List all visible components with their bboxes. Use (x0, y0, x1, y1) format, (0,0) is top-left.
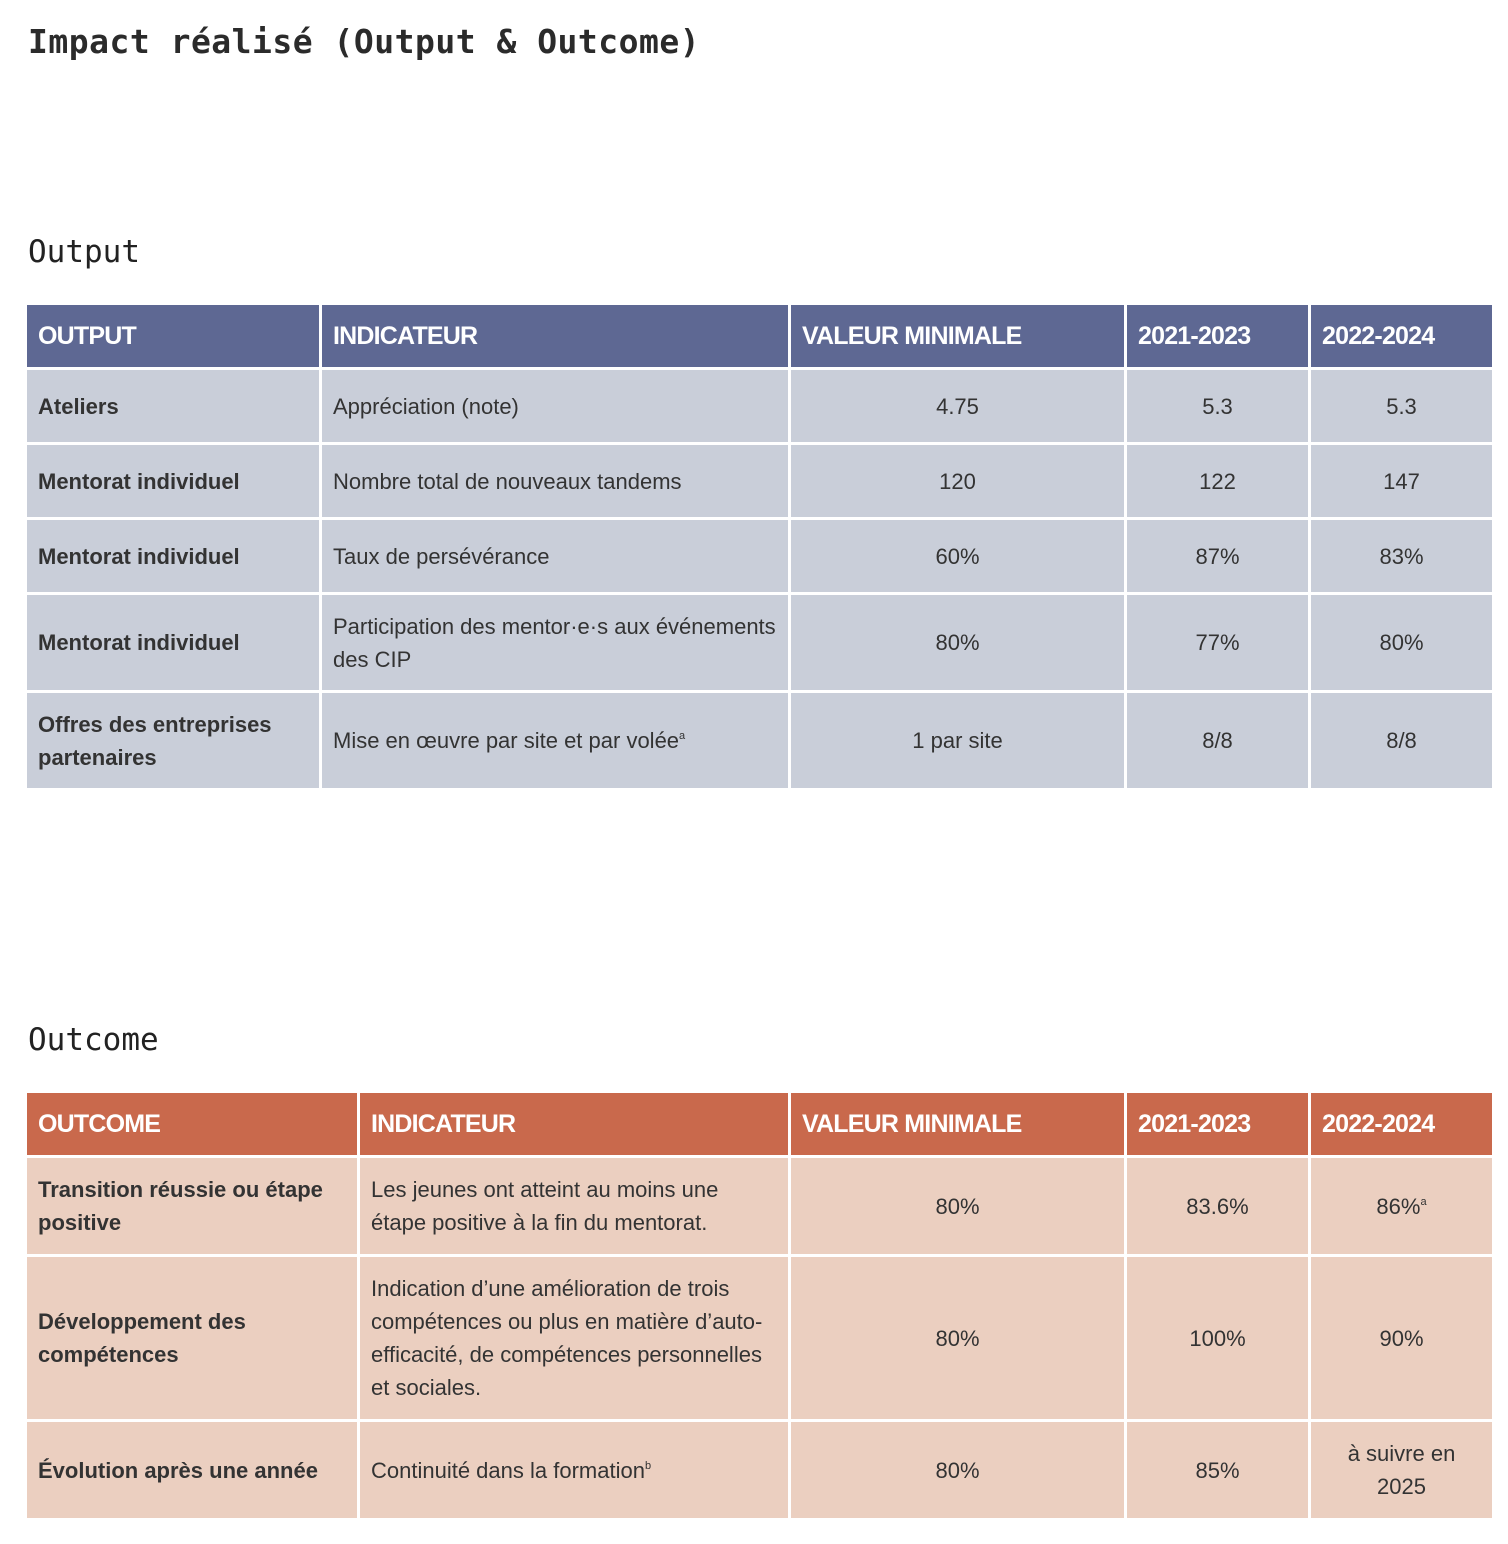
table-header-row (27, 305, 1492, 367)
table-row (27, 370, 1492, 442)
value-2022-2024-cell: 8/8 (1311, 693, 1492, 788)
indicator-cell: Indication d’une amélioration de trois compétences ou plus en matière d’auto-efficacité, de compétences personnelles et sociales. (360, 1257, 788, 1419)
min-value-cell: 60% (791, 520, 1124, 592)
output-cell: Offres des entreprises partenaires (27, 693, 319, 788)
output-table (24, 302, 1495, 791)
footnote-marker: a (679, 730, 686, 742)
column-header-indicator: INDICATEUR (360, 1093, 788, 1155)
column-header-output: OUTPUT (27, 305, 319, 367)
min-value-cell: 4.75 (791, 370, 1124, 442)
value-2021-2023-cell: 8/8 (1127, 693, 1308, 788)
value-text: 86% (1376, 1193, 1421, 1219)
table-row (27, 1158, 1492, 1254)
min-value-cell: 1 par site (791, 693, 1124, 788)
output-cell: Mentorat individuel (27, 445, 319, 517)
outcome-table (24, 1090, 1495, 1521)
value-2022-2024-cell: 5.3 (1311, 370, 1492, 442)
value-2021-2023-cell: 83.6% (1127, 1158, 1308, 1254)
value-2022-2024-cell: 147 (1311, 445, 1492, 517)
min-value-cell: 80% (791, 1257, 1124, 1419)
column-header-2022-2024: 2022-2024 (1311, 305, 1492, 367)
table-row (27, 595, 1492, 690)
column-header-min-value: VALEUR MINIMALE (791, 305, 1124, 367)
value-2022-2024-cell: 83% (1311, 520, 1492, 592)
indicator-cell: Nombre total de nouveaux tandems (322, 445, 788, 517)
value-2021-2023-cell: 100% (1127, 1257, 1308, 1419)
indicator-cell: Taux de persévérance (322, 520, 788, 592)
value-2022-2024-cell: à suivre en 2025 (1311, 1422, 1492, 1518)
min-value-cell: 80% (791, 595, 1124, 690)
indicator-cell: Les jeunes ont atteint au moins une étape positive à la fin du mentorat. (360, 1158, 788, 1254)
table-header-row (27, 1093, 1492, 1155)
value-2021-2023-cell: 87% (1127, 520, 1308, 592)
value-2021-2023-cell: 77% (1127, 595, 1308, 690)
page-title: Impact réalisé (Output & Outcome) (28, 22, 701, 61)
value-2021-2023-cell: 5.3 (1127, 370, 1308, 442)
footnote-marker: b (644, 1459, 652, 1472)
min-value-cell: 80% (791, 1158, 1124, 1254)
indicator-cell: Appréciation (note) (322, 370, 788, 442)
outcome-cell: Transition réussie ou étape positive (27, 1158, 357, 1254)
output-section-title: Output (28, 234, 140, 270)
column-header-outcome: OUTCOME (27, 1093, 357, 1155)
indicator-text: Continuité dans la formation (371, 1457, 645, 1483)
table-row (27, 1257, 1492, 1419)
column-header-min-value: VALEUR MINIMALE (791, 1093, 1124, 1155)
min-value-cell: 80% (791, 1422, 1124, 1518)
column-header-2021-2023: 2021-2023 (1127, 1093, 1308, 1155)
table-row (27, 445, 1492, 517)
value-2021-2023-cell: 122 (1127, 445, 1308, 517)
output-cell: Mentorat individuel (27, 595, 319, 690)
value-2022-2024-cell: 90% (1311, 1257, 1492, 1419)
output-cell: Mentorat individuel (27, 520, 319, 592)
output-cell: Ateliers (27, 370, 319, 442)
outcome-cell: Évolution après une année (27, 1422, 357, 1518)
outcome-cell: Développement des compétences (27, 1257, 357, 1419)
column-header-2021-2023: 2021-2023 (1127, 305, 1308, 367)
table-row (27, 520, 1492, 592)
footnote-marker: a (1420, 1195, 1427, 1208)
indicator-text: Mise en œuvre par site et par volée (333, 728, 680, 753)
value-2022-2024-cell: 80% (1311, 595, 1492, 690)
indicator-cell (322, 693, 788, 788)
table-row (27, 1422, 1492, 1518)
value-2022-2024-cell (1311, 1158, 1492, 1254)
outcome-section-title: Outcome (28, 1022, 159, 1058)
indicator-cell: Participation des mentor·e·s aux événements des CIP (322, 595, 788, 690)
column-header-2022-2024: 2022-2024 (1311, 1093, 1492, 1155)
indicator-cell (360, 1422, 788, 1518)
table-row (27, 693, 1492, 788)
value-2021-2023-cell: 85% (1127, 1422, 1308, 1518)
min-value-cell: 120 (791, 445, 1124, 517)
column-header-indicator: INDICATEUR (322, 305, 788, 367)
